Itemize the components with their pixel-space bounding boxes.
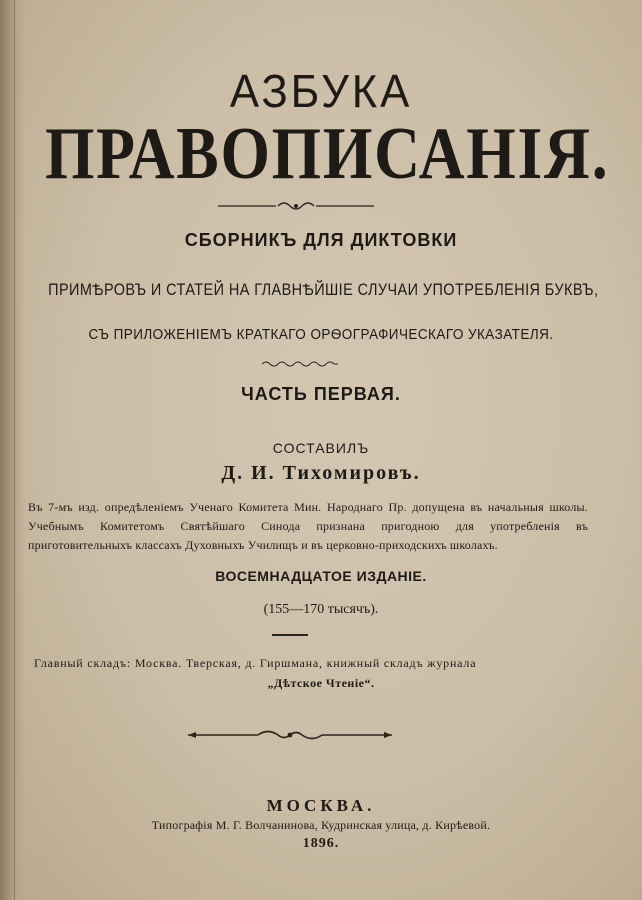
subtitle-line-3: СЪ ПРИЛОЖЕНІЕМЪ КРАТКАГО ОРѲОГРАФИЧЕСКАГО УКАЗАТЕЛЯ. bbox=[88, 326, 554, 343]
imprint-city: МОСКВА. bbox=[266, 796, 376, 815]
imprint-year: 1896. bbox=[302, 836, 340, 851]
title-line-2: ПРАВОПИСАНІЯ. bbox=[44, 113, 610, 195]
subtitle-line-2: ПРИМѢРОВЪ И СТАТЕЙ НА ГЛАВНѢЙШІЕ СЛУЧАИ УПОТРЕБЛЕНІЯ БУКВЪ, bbox=[48, 280, 599, 299]
title-line-1: АЗБУКА bbox=[229, 65, 413, 117]
approval-paragraph: Въ 7-мъ изд. опредѣленіемъ Ученаго Комитета Мин. Народнаго Пр. допущена въ начальныя школы. Учебнымъ Комитетомъ Святѣйшаго Синода признана пригодною для употребленія въ приготовительныхъ классахъ Духовныхъ Училищъ и въ церковно-приходскихъ школахъ. bbox=[28, 500, 588, 552]
part-heading: ЧАСТЬ ПЕРВАЯ. bbox=[241, 384, 401, 404]
subtitle-line-1: СБОРНИКЪ ДЛЯ ДИКТОВКИ bbox=[184, 230, 458, 250]
warehouse-line-1: Главный складъ: Москва. Тверская, д. Гиршмана, книжный складъ журнала bbox=[34, 656, 477, 670]
imprint-printer: Типографія М. Г. Волчанинова, Кудринская улица, д. Кирѣевой. bbox=[151, 818, 491, 832]
print-run-line: (155—170 тысячъ). bbox=[263, 602, 379, 617]
short-rule bbox=[272, 634, 308, 636]
warehouse-line-2: „Дѣтское Чтеніе“. bbox=[267, 676, 375, 690]
bottom-ornament-rule bbox=[188, 728, 392, 742]
author-name: Д. И. Тихомировъ. bbox=[221, 462, 421, 484]
compiled-by-label: СОСТАВИЛЪ bbox=[272, 440, 370, 456]
title-ornament-rule bbox=[218, 200, 374, 212]
edition-line: ВОСЕМНАДЦАТОЕ ИЗДАНІЕ. bbox=[215, 568, 427, 584]
wavy-divider bbox=[262, 360, 338, 368]
